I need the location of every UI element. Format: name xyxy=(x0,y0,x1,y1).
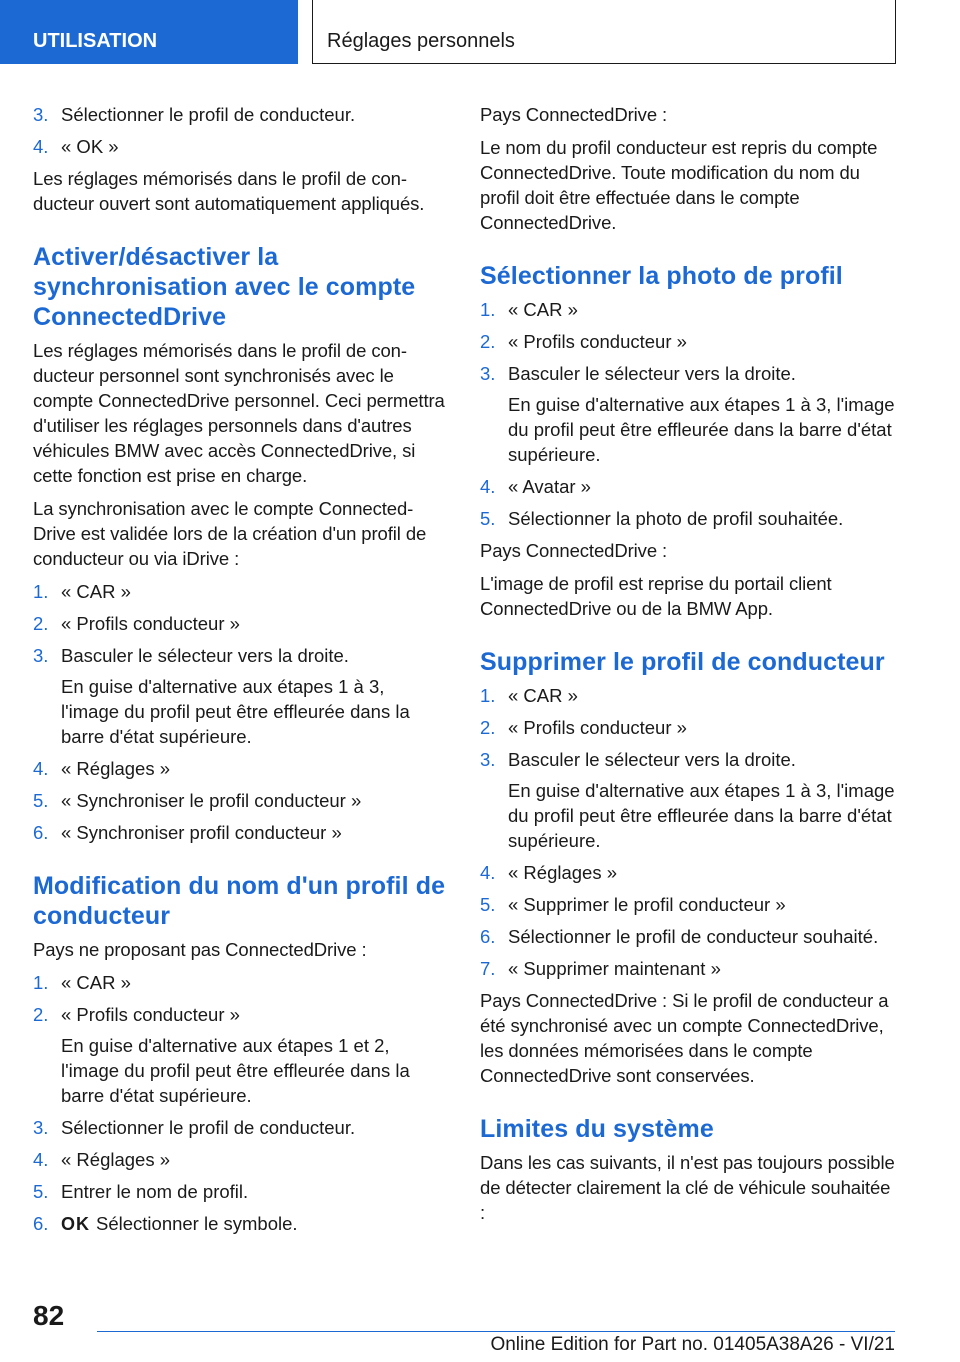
paragraph: La synchronisation avec le compte ConnectedDrive est validée lors de la création d'un profil de conducteur ou via iDrive : xyxy=(33,498,427,569)
steps-list-top xyxy=(33,102,446,159)
section-tab: UTILISATION xyxy=(0,0,298,64)
list-item: 1. « CAR » xyxy=(33,581,131,602)
list-item: 6. Sélectionner le profil de conducteur souhaité. xyxy=(480,926,879,947)
ok-icon: OK xyxy=(61,1214,90,1234)
chapter-title: Réglages personnels xyxy=(312,0,896,64)
left-column xyxy=(33,102,446,1244)
paragraph: Pays ConnectedDrive : xyxy=(480,540,668,561)
heading-photo: Sélectionner la photo de profil xyxy=(480,262,843,290)
list-item: 5. Sélectionner la photo de profil souhaitée. xyxy=(480,508,844,529)
paragraph: Les réglages mémorisés dans le profil de conducteur ouvert sont automatiquement appliqués. xyxy=(33,168,425,214)
right-column xyxy=(480,102,895,1233)
list-item: 1. « CAR » xyxy=(33,972,131,993)
list-item: 5. Entrer le nom de profil. xyxy=(33,1181,249,1202)
list-item: 1. « CAR » xyxy=(480,299,578,320)
list-item: 7. « Supprimer maintenant » xyxy=(480,958,721,979)
list-item: 4. « Réglages » xyxy=(33,1149,171,1170)
footer-edition: Online Edition for Part no. 01405A38A26 - VI/21 xyxy=(490,1334,895,1355)
list-item: 6. « Synchroniser profil conducteur » xyxy=(33,822,342,843)
paragraph: Pays ConnectedDrive : Si le profil de conducteur a été synchronisé avec un compte ConnectedDrive, les données mémorisées dans le compte ConnectedDrive sont conservées. xyxy=(480,990,889,1086)
list-item: 5. « Synchroniser le profil conducteur » xyxy=(33,790,362,811)
list-item: 4. « Avatar » xyxy=(480,476,591,497)
footer-divider xyxy=(97,1331,895,1332)
list-item: 4. « Réglages » xyxy=(33,758,171,779)
list-item: 6. OK Sélectionner le symbole. xyxy=(33,1211,446,1237)
steps-list-sync xyxy=(33,579,446,845)
steps-list-delete xyxy=(480,683,895,981)
heading-rename: Modification du nom d'un profil de conducteur xyxy=(33,872,446,930)
list-item: 2. « Profils conducteur » xyxy=(480,717,687,738)
list-item: 2. « Profils conducteur » En guise d'alternative aux étapes 1 et 2, l'image du profil peut être effleurée dans la barre d'état supérieure. xyxy=(33,1004,410,1106)
paragraph: L'image de profil est reprise du portail client ConnectedDrive ou de la BMW App. xyxy=(480,573,832,619)
list-item: 4. « OK » xyxy=(33,136,119,157)
list-item: 3. Sélectionner le profil de conducteur. xyxy=(33,1117,356,1138)
list-item: 3. Sélectionner le profil de conducteur. xyxy=(33,104,356,125)
list-item: 1. « CAR » xyxy=(480,685,578,706)
list-item: 5. « Supprimer le profil conducteur » xyxy=(480,894,786,915)
heading-limits: Limites du système xyxy=(480,1115,714,1143)
list-item: 2. « Profils conducteur » xyxy=(480,331,687,352)
paragraph: Le nom du profil conducteur est repris du compte ConnectedDrive. Toute modification du nom du profil doit être effectuée dans le compte ConnectedDrive. xyxy=(480,137,878,233)
list-item: 3. Basculer le sélecteur vers la droite. En guise d'alternative aux étapes 1 à 3, l'image du profil peut être effleurée dans la barre d'état supérieure. xyxy=(480,363,895,465)
paragraph: Dans les cas suivants, il n'est pas toujours possible de détecter clairement la clé de véhicule souhaitée : xyxy=(480,1152,895,1223)
steps-list-rename xyxy=(33,970,446,1237)
list-item: 3. Basculer le sélecteur vers la droite. En guise d'alternative aux étapes 1 à 3, l'image du profil peut être effleurée dans la barre d'état supérieure. xyxy=(480,749,895,851)
list-item: 4. « Réglages » xyxy=(480,862,618,883)
paragraph: Pays ConnectedDrive : xyxy=(480,104,668,125)
steps-list-photo xyxy=(480,297,895,531)
heading-delete: Supprimer le profil de conducteur xyxy=(480,648,885,676)
page-header xyxy=(0,0,960,66)
heading-sync: Activer/désactiver la synchronisation avec le compte ConnectedDrive xyxy=(33,243,416,331)
list-item: 3. Basculer le sélecteur vers la droite. En guise d'alternative aux étapes 1 à 3, l'image du profil peut être effleurée dans la barre d'état supérieure. xyxy=(33,645,410,747)
paragraph: Les réglages mémorisés dans le profil de conducteur personnel sont synchronisés avec le compte ConnectedDrive personnel. Ceci permettra d'utiliser les réglages personnels dans d'autres véhicules BMW avec accès ConnectedDrive, si cette fonction est prise en charge. xyxy=(33,340,445,486)
page-number: 82 xyxy=(33,1300,65,1331)
paragraph: Pays ne proposant pas ConnectedDrive : xyxy=(33,939,367,960)
list-item: 2. « Profils conducteur » xyxy=(33,613,240,634)
